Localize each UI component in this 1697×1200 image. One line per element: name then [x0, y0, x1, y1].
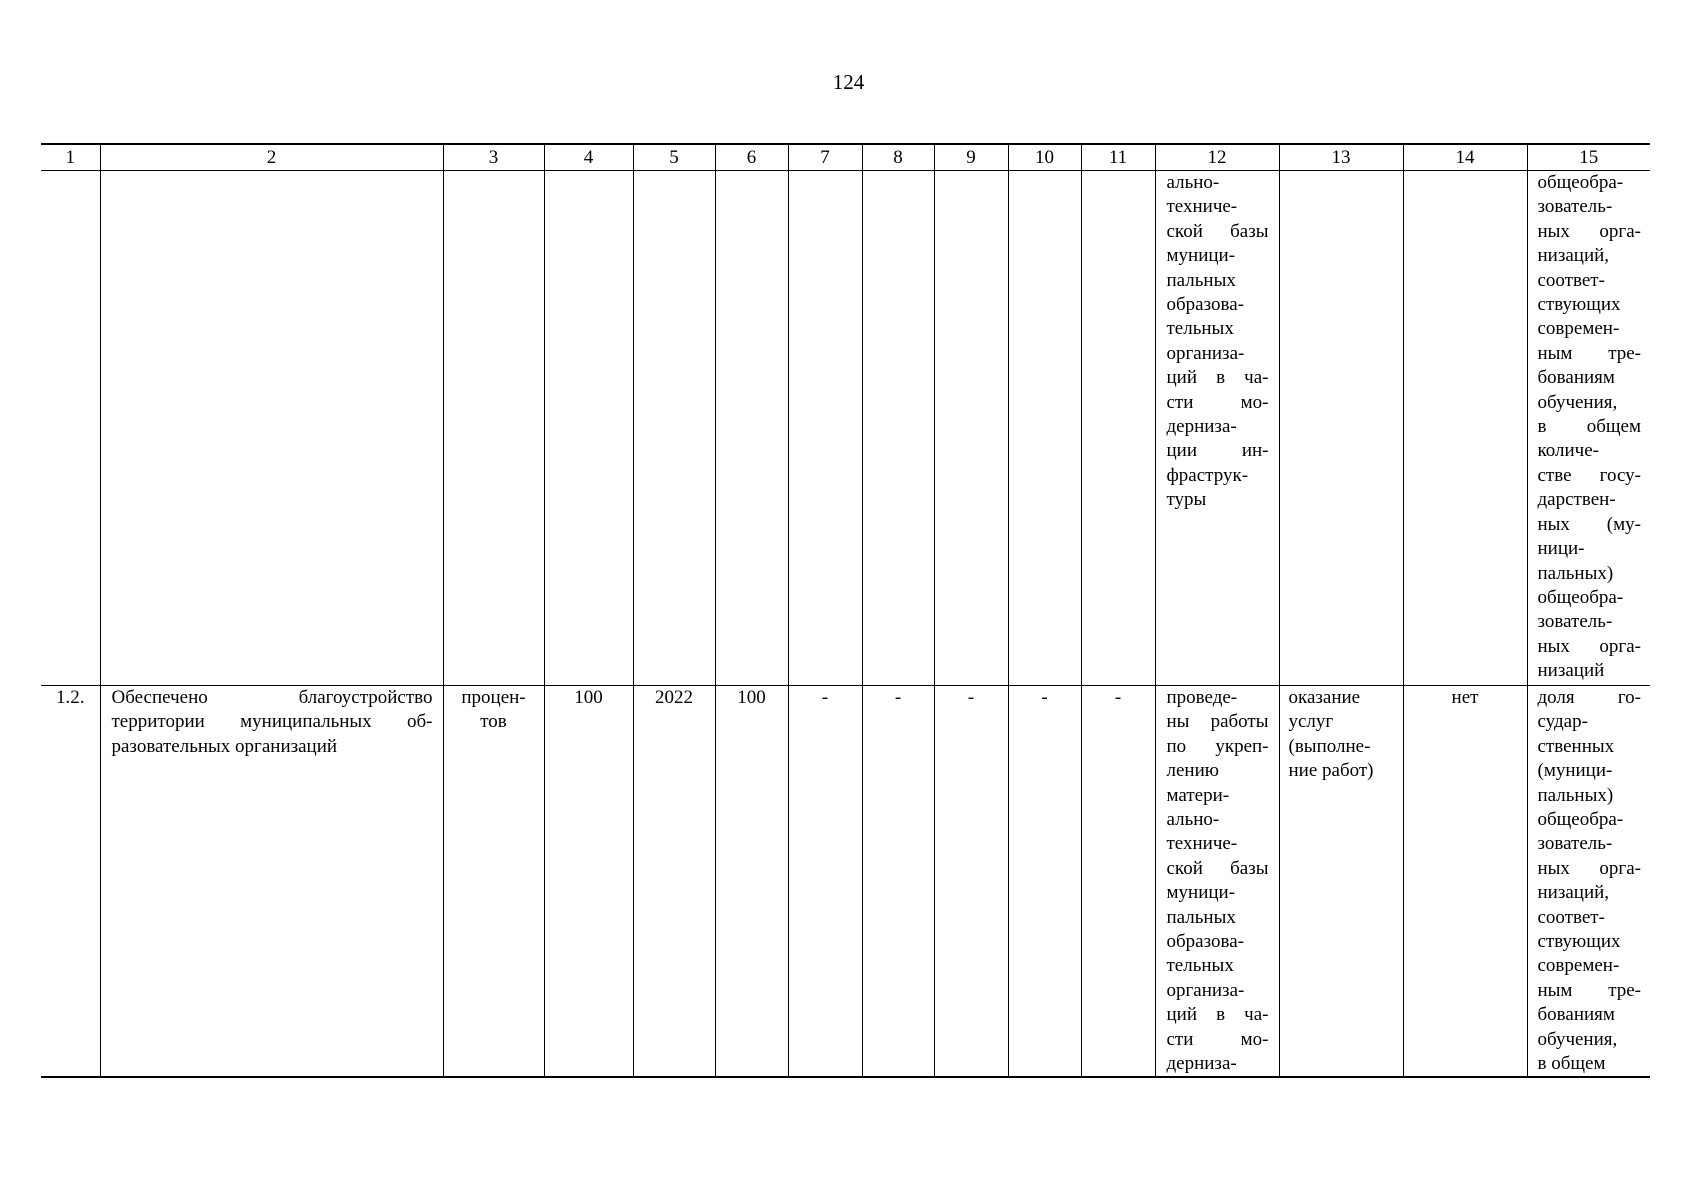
cell-empty	[41, 171, 100, 686]
text-line: доля го-	[1537, 687, 1641, 708]
text-line: ций в ча-	[1166, 367, 1269, 389]
text-line: ствующих	[1537, 294, 1621, 316]
cell-empty	[715, 171, 788, 686]
text-line: зователь-	[1537, 196, 1613, 218]
column-header: 6	[715, 144, 788, 171]
cell-flag	[1403, 686, 1527, 1078]
text-line: количе-	[1537, 440, 1599, 462]
type-text	[1280, 686, 1403, 1076]
text-line: в общем	[1537, 416, 1641, 438]
text-line: судар-	[1537, 711, 1588, 733]
text-line: ных орга-	[1537, 857, 1641, 879]
text-line: ции ин-	[1166, 440, 1269, 462]
text-line: низаций,	[1537, 882, 1610, 904]
value-col10: -	[1041, 687, 1048, 708]
text-line: образова-	[1166, 931, 1244, 953]
column-header: 10	[1008, 144, 1081, 171]
text-line: бованиям	[1537, 367, 1615, 389]
text-line: разовательных организаций	[111, 735, 338, 757]
type-line: услуг	[1288, 711, 1334, 733]
cell-empty	[1081, 171, 1155, 686]
cell-value	[1008, 686, 1081, 1078]
column-header: 13	[1279, 144, 1403, 171]
text-line: ным тре-	[1537, 979, 1641, 1001]
result-text	[1156, 171, 1279, 685]
text-line: сти мо-	[1166, 391, 1269, 413]
text-line: сти мо-	[1166, 1028, 1269, 1050]
value-col6: 100	[737, 687, 766, 708]
text-line: ны работы	[1166, 711, 1269, 733]
text-line: стве госу-	[1537, 464, 1641, 486]
cell-empty	[100, 171, 443, 686]
column-header: 3	[443, 144, 544, 171]
unit-line: процен-	[461, 687, 526, 708]
cell-base-value	[544, 686, 633, 1078]
cell-empty	[1403, 171, 1527, 686]
value-col7: -	[821, 687, 829, 708]
text-line: матери-	[1166, 784, 1230, 806]
text-line: муници-	[1166, 882, 1236, 904]
text-line: обучения,	[1537, 1028, 1618, 1050]
text-line: соответ-	[1537, 269, 1605, 291]
flag-text: нет	[1451, 687, 1479, 708]
column-header: 2	[100, 144, 443, 171]
cell-unit	[443, 686, 544, 1078]
cell-year	[633, 686, 715, 1078]
text-line: Обеспечено благоустройство	[111, 687, 433, 708]
indicators-table	[41, 143, 1650, 1078]
text-line: ской базы	[1166, 220, 1269, 242]
text-line: ствующих	[1537, 931, 1621, 953]
text-line: ственных	[1537, 735, 1615, 757]
text-line: общеобра-	[1537, 809, 1624, 831]
cell-value	[1081, 686, 1155, 1078]
column-header: 4	[544, 144, 633, 171]
text-line: ных орга-	[1537, 635, 1641, 657]
unit-line: тов	[480, 711, 507, 733]
value-col11: -	[1114, 687, 1122, 708]
text-line: современ-	[1537, 955, 1620, 977]
text-line: организа-	[1166, 979, 1245, 1001]
table-row	[41, 686, 1650, 1078]
text-line: в общем	[1537, 1053, 1606, 1075]
cell-empty	[1008, 171, 1081, 686]
cell-indicator-continued	[1527, 171, 1650, 686]
cell-value	[862, 686, 934, 1078]
column-header: 14	[1403, 144, 1527, 171]
cell-task-name	[100, 686, 443, 1078]
cell-value	[715, 686, 788, 1078]
text-line: обучения,	[1537, 391, 1618, 413]
text-line: дерниза-	[1166, 416, 1237, 438]
base-year: 2022	[655, 687, 693, 708]
type-line: (выполне-	[1288, 735, 1371, 757]
text-line: тельных	[1166, 955, 1234, 977]
text-line: ным тре-	[1537, 342, 1641, 364]
text-line: по укреп-	[1166, 735, 1269, 757]
column-header: 15	[1527, 144, 1650, 171]
text-line: фраструк-	[1166, 464, 1249, 486]
text-line: зователь-	[1537, 833, 1613, 855]
text-line: низаций	[1537, 660, 1605, 682]
row-number: 1.2.	[56, 687, 85, 708]
text-line: ской базы	[1166, 857, 1269, 879]
column-header: 8	[862, 144, 934, 171]
text-line: пальных)	[1537, 784, 1614, 806]
text-line: низаций,	[1537, 245, 1610, 267]
column-header: 12	[1155, 144, 1279, 171]
value-col8: -	[894, 687, 902, 708]
result-text	[1156, 686, 1279, 1076]
cell-indicator	[1527, 686, 1650, 1078]
text-line: тельных	[1166, 318, 1234, 340]
text-line: (муници-	[1537, 760, 1613, 782]
header-row	[41, 144, 1650, 171]
cell-result	[1155, 686, 1279, 1078]
cell-value	[788, 686, 862, 1078]
text-line: дерниза-	[1166, 1053, 1237, 1075]
text-line: ных орга-	[1537, 220, 1641, 242]
text-line: современ-	[1537, 318, 1620, 340]
text-line: зователь-	[1537, 611, 1613, 633]
cell-type	[1279, 686, 1403, 1078]
text-line: пальных	[1166, 269, 1236, 291]
page-number: 124	[832, 70, 865, 94]
column-header: 1	[41, 144, 100, 171]
column-header: 9	[934, 144, 1008, 171]
text-line: ных (му-	[1537, 513, 1641, 535]
cell-empty	[544, 171, 633, 686]
text-line: пальных	[1166, 906, 1236, 928]
text-line: организа-	[1166, 342, 1245, 364]
text-line: техниче-	[1166, 196, 1238, 218]
column-header: 5	[633, 144, 715, 171]
text-line: бованиям	[1537, 1004, 1615, 1026]
text-line: общеобра-	[1537, 586, 1624, 608]
cell-value	[934, 686, 1008, 1078]
column-header: 7	[788, 144, 862, 171]
cell-row-number	[41, 686, 100, 1078]
type-line: ние работ)	[1288, 760, 1374, 782]
value-col9: -	[967, 687, 975, 708]
text-line: территории муниципальных об-	[111, 711, 433, 733]
cell-empty	[1279, 171, 1403, 686]
type-line: оказание	[1288, 687, 1361, 708]
text-line: образова-	[1166, 294, 1244, 316]
task-name	[101, 686, 443, 1076]
cell-empty	[862, 171, 934, 686]
column-header: 11	[1081, 144, 1155, 171]
unit	[444, 686, 544, 1076]
text-line: общеобра-	[1537, 172, 1624, 193]
text-line: соответ-	[1537, 906, 1605, 928]
text-line: дарствен-	[1537, 489, 1616, 511]
text-line: туры	[1166, 489, 1207, 511]
cell-empty	[934, 171, 1008, 686]
text-line: ций в ча-	[1166, 1004, 1269, 1026]
text-line: муници-	[1166, 245, 1236, 267]
text-line: ници-	[1537, 538, 1585, 560]
cell-empty	[788, 171, 862, 686]
indicator-text	[1528, 171, 1651, 685]
text-line: ально-	[1166, 809, 1220, 831]
cell-empty	[443, 171, 544, 686]
text-line: техниче-	[1166, 833, 1238, 855]
text-line: лению	[1166, 760, 1219, 782]
cell-result-continued	[1155, 171, 1279, 686]
cell-empty	[633, 171, 715, 686]
table-row	[41, 171, 1650, 686]
base-value: 100	[574, 687, 603, 708]
text-line: ально-	[1166, 172, 1220, 193]
indicator-text	[1528, 686, 1651, 1076]
text-line: пальных)	[1537, 562, 1614, 584]
text-line: проведе-	[1166, 687, 1238, 708]
